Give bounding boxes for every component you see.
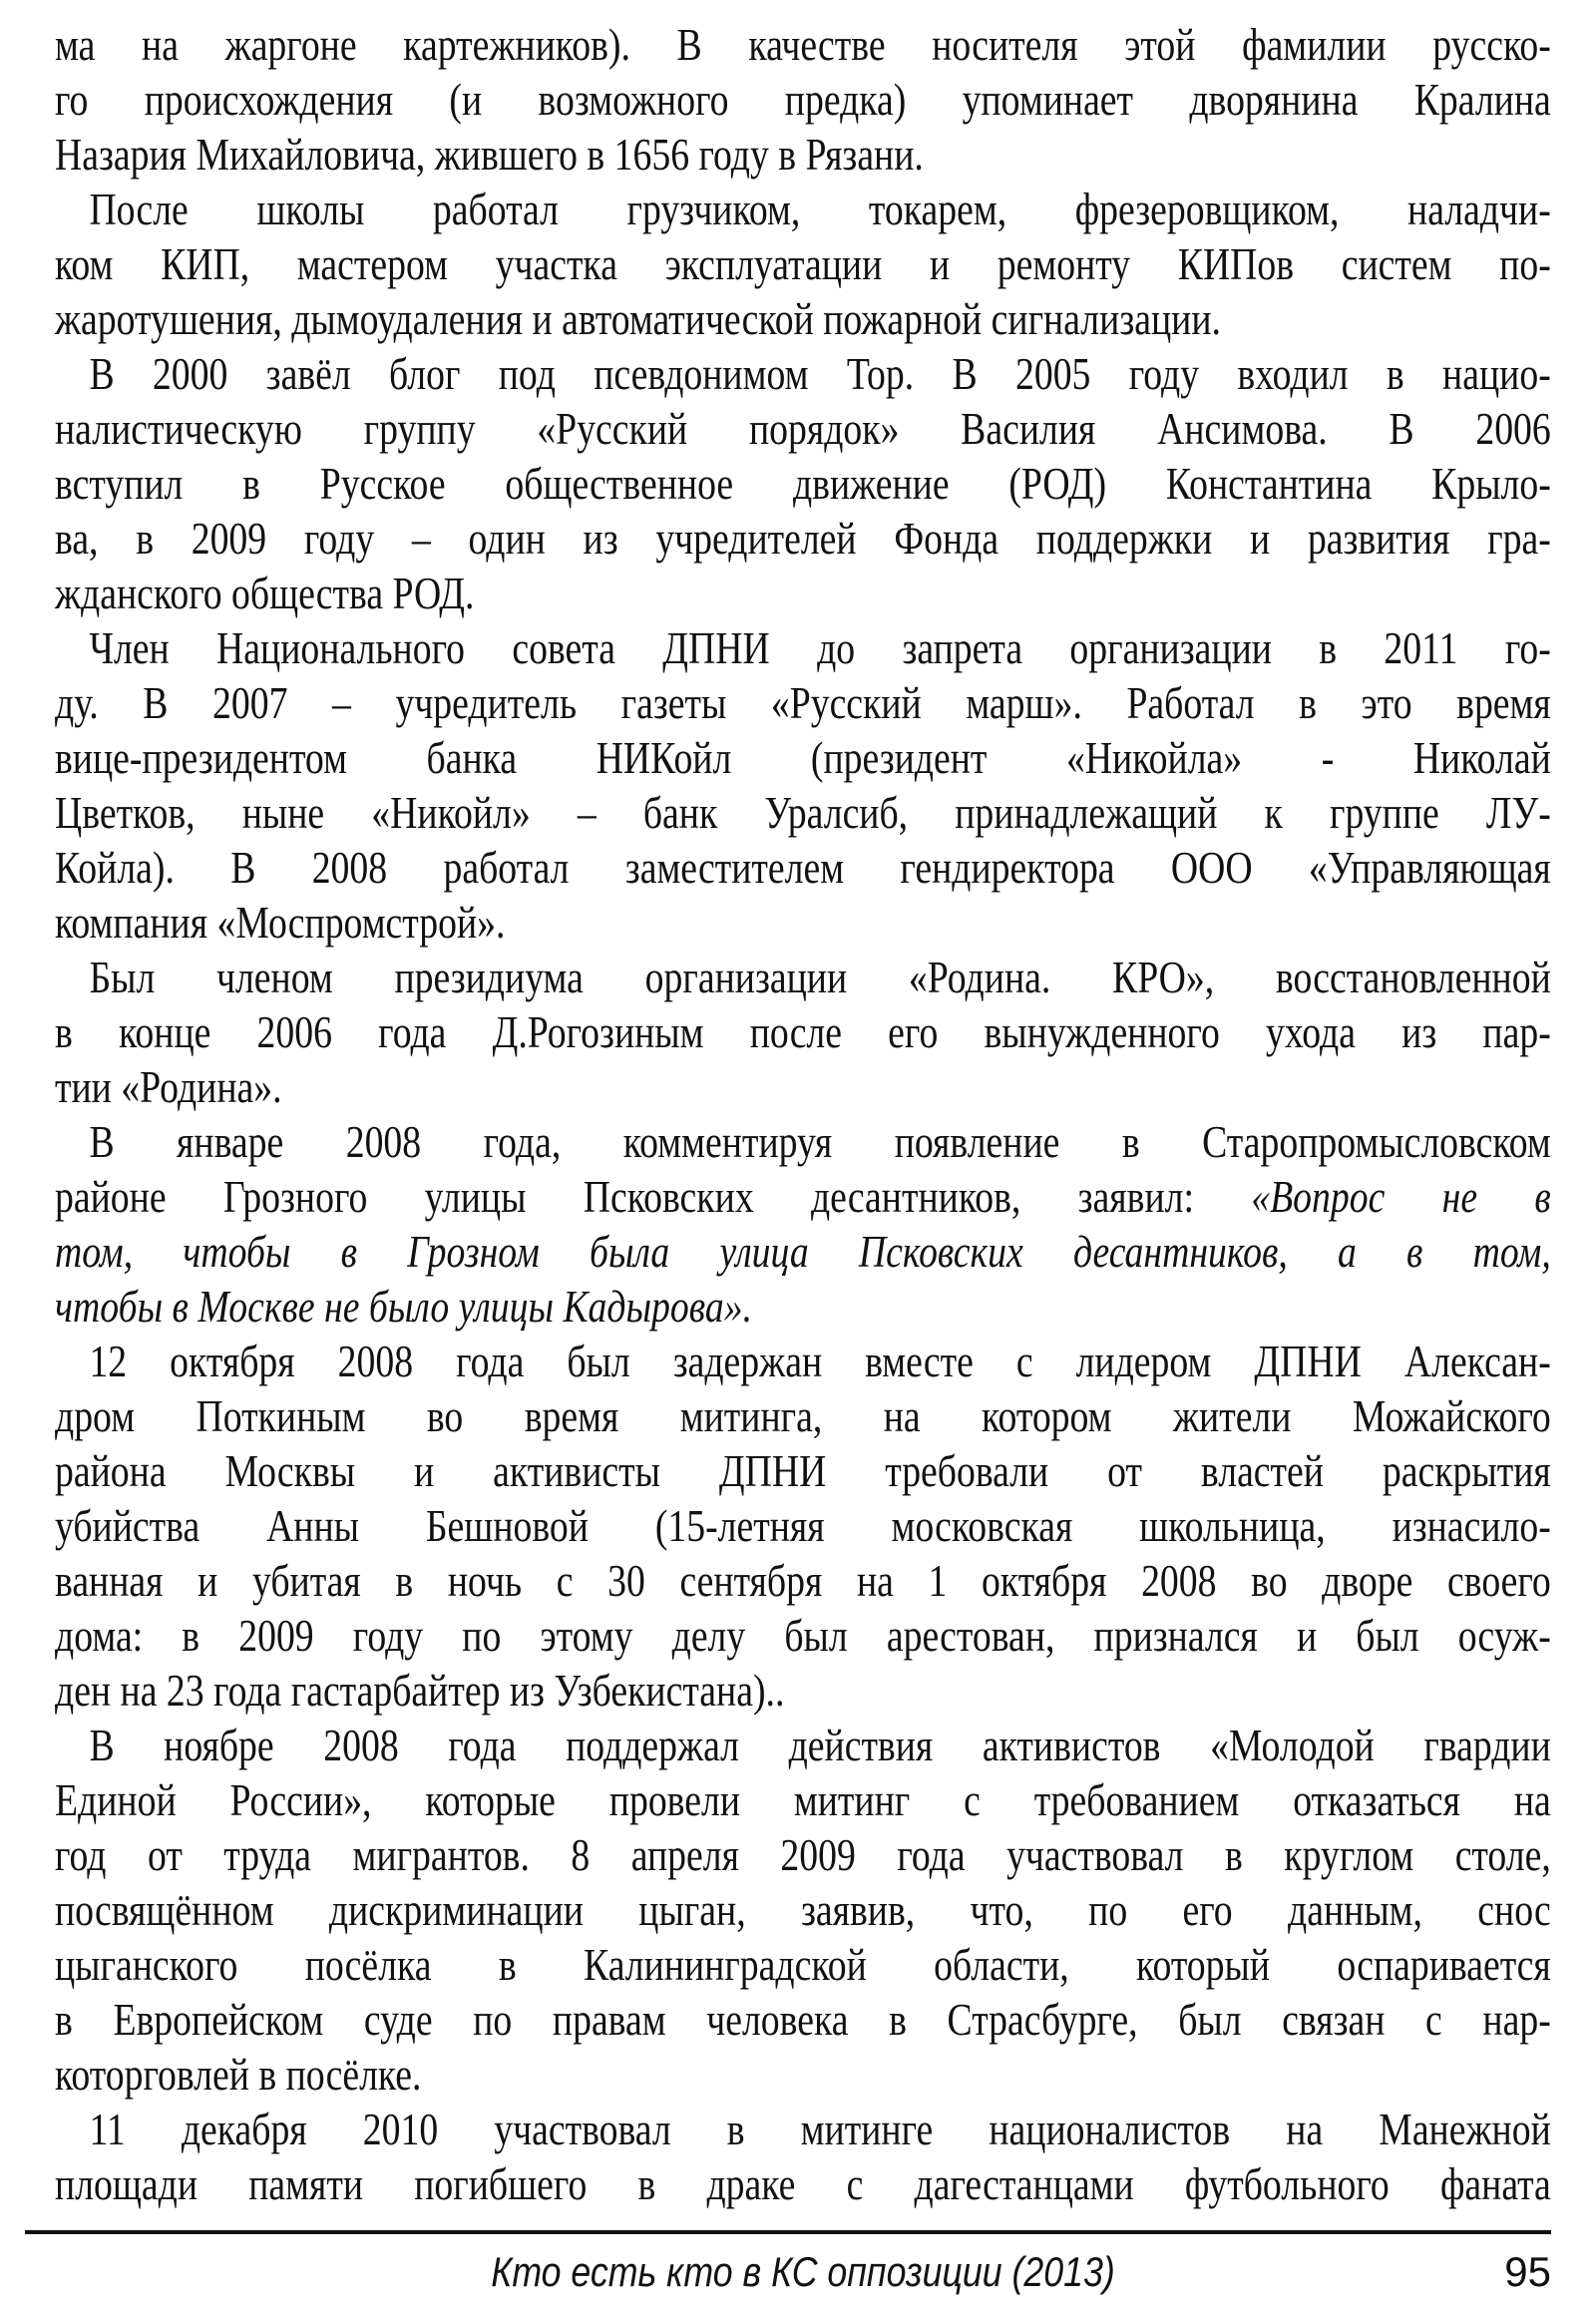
text-line (55, 1059, 1551, 1114)
line-text: дома: в 2009 году по этому делу был арестован, признался и был осуж- (55, 1610, 1551, 1661)
line-text: ванная и убитая в ночь с 30 сентября на 1 октября 2008 во дворе своего (55, 1555, 1551, 1606)
text-line (55, 17, 1551, 72)
page-number: 95 (1504, 2248, 1551, 2295)
line-text: цыганского посёлка в Калининградской области, который оспаривается (55, 1939, 1551, 1990)
text-line (55, 1608, 1551, 1663)
line-text: жданского общества РОД. (55, 568, 475, 618)
line-text: ден на 23 года гастарбайтер из Узбекистана).. (55, 1665, 785, 1716)
text-line (55, 1004, 1551, 1059)
line-text: Цветков, ныне «Никойл» – банк Уралсиб, принадлежащий к группе ЛУ- (55, 787, 1551, 838)
text-line (55, 346, 1551, 401)
line-text: Койла). В 2008 работал заместителем гендиректора ООО «Управляющая (55, 842, 1551, 893)
text-line (55, 566, 1551, 620)
text-line (55, 2156, 1551, 2211)
text-line (55, 2047, 1551, 2102)
text-line (55, 1937, 1551, 1992)
line-text: Единой России», которые провели митинг с требованием отказаться на (55, 1774, 1551, 1825)
line-text: В январе 2008 года, комментируя появление в Старопромысловском (89, 1116, 1551, 1167)
text-line (55, 511, 1551, 566)
line-text: убийства Анны Бешновой (15-летняя московская школьница, изнасило- (55, 1500, 1551, 1551)
line-text: ду. В 2007 – учредитель газеты «Русский марш». Работал в это время (55, 677, 1551, 728)
paragraph (55, 17, 1551, 182)
text-line (55, 1169, 1551, 1224)
text-line (55, 1553, 1551, 1608)
line-text: год от труда мигрантов. 8 апреля 2009 года участвовал в круглом столе, (55, 1829, 1551, 1880)
line-text: ма на жаргоне картежников). В качестве носителя этой фамилии русско- (55, 19, 1551, 70)
line-text: 11 декабря 2010 участвовал в митинге националистов на Манежной (89, 2104, 1551, 2154)
paragraph (55, 950, 1551, 1114)
running-footer-title: Кто есть кто в КС оппозиции (2013) (491, 2248, 1115, 2295)
italic-quote-text: чтобы в Москве не было улицы Кадырова». (55, 1281, 753, 1332)
paragraph (55, 182, 1551, 346)
footer-divider (25, 2230, 1551, 2234)
article-body (55, 17, 1551, 2211)
text-line (55, 1388, 1551, 1443)
line-text: районе Грозного улицы Псковских десантников, заявил: (55, 1171, 1252, 1222)
text-line (55, 1663, 1551, 1718)
line-text: ком КИП, мастером участка эксплуатации и ремонту КИПов систем по- (55, 238, 1551, 289)
text-line (55, 236, 1551, 291)
line-text: площади памяти погибшего в драке с дагестанцами футбольного фаната (55, 2158, 1551, 2209)
text-line (55, 127, 1551, 182)
text-line (55, 1443, 1551, 1498)
text-line (55, 730, 1551, 785)
text-line (55, 950, 1551, 1004)
text-line (55, 1882, 1551, 1937)
line-text: в конце 2006 года Д.Рогозиным после его вынужденного ухода из пар- (55, 1006, 1551, 1057)
line-text: ва, в 2009 году – один из учредителей Фонда поддержки и развития гра- (55, 513, 1551, 564)
text-line (55, 1498, 1551, 1553)
text-line (55, 182, 1551, 236)
text-line (55, 1224, 1551, 1279)
text-line (55, 1279, 1551, 1334)
text-line (55, 895, 1551, 950)
text-line (55, 1718, 1551, 1772)
line-text: налистическую группу «Русский порядок» Василия Ансимова. В 2006 (55, 403, 1551, 454)
line-text: После школы работал грузчиком, токарем, фрезеровщиком, наладчи- (89, 184, 1551, 234)
line-text: компания «Моспромстрой». (55, 897, 506, 948)
text-line (55, 1334, 1551, 1388)
paragraph (55, 346, 1551, 620)
text-line (55, 401, 1551, 456)
text-line (55, 620, 1551, 675)
text-line (55, 1827, 1551, 1882)
text-line (55, 1772, 1551, 1827)
text-line (55, 1114, 1551, 1169)
text-line (55, 1992, 1551, 2047)
line-text: посвящённом дискриминации цыган, заявив, что, по его данным, снос (55, 1884, 1551, 1935)
line-text: Был членом президиума организации «Родина. КРО», восстановленной (89, 952, 1551, 1002)
line-text: вице-президентом банка НИКойл (президент «Никойла» - Николай (55, 732, 1551, 783)
text-line (55, 72, 1551, 127)
text-line (55, 840, 1551, 895)
line-text: жаротушения, дымоудаления и автоматической пожарной сигнализации. (55, 293, 1221, 344)
text-line (55, 456, 1551, 511)
line-text: 12 октября 2008 года был задержан вместе с лидером ДПНИ Алексан- (89, 1336, 1551, 1386)
paragraph (55, 1718, 1551, 2102)
text-line (55, 2102, 1551, 2156)
paragraph (55, 2102, 1551, 2211)
line-text: го происхождения (и возможного предка) упоминает дворянина Кралина (55, 74, 1551, 125)
paragraph (55, 1334, 1551, 1718)
text-line (55, 291, 1551, 346)
line-text: Назария Михайловича, жившего в 1656 году в Рязани. (55, 129, 924, 180)
italic-quote-text: том, чтобы в Грозном была улица Псковских десантников, а в том, (55, 1226, 1551, 1277)
text-line (55, 785, 1551, 840)
paragraph (55, 620, 1551, 950)
line-text: В ноябре 2008 года поддержал действия активистов «Молодой гвардии (89, 1720, 1551, 1770)
line-text: которговлей в посёлке. (55, 2049, 422, 2100)
paragraph (55, 1114, 1551, 1334)
italic-quote-text: «Вопрос не в (1251, 1171, 1551, 1222)
line-text: в Европейском суде по правам человека в Страсбурге, был связан с нар- (55, 1994, 1551, 2045)
line-text: В 2000 завёл блог под псевдонимом Тор. В 2005 году входил в нацио- (89, 348, 1551, 399)
line-text: района Москвы и активисты ДПНИ требовали от властей раскрытия (55, 1445, 1551, 1496)
line-text: вступил в Русское общественное движение (РОД) Константина Крыло- (55, 458, 1551, 509)
text-line (55, 675, 1551, 730)
line-text: дром Поткиным во время митинга, на котором жители Можайского (55, 1390, 1551, 1441)
line-text: Член Национального совета ДПНИ до запрета организации в 2011 го- (89, 622, 1551, 673)
line-text: тии «Родина». (55, 1061, 282, 1112)
